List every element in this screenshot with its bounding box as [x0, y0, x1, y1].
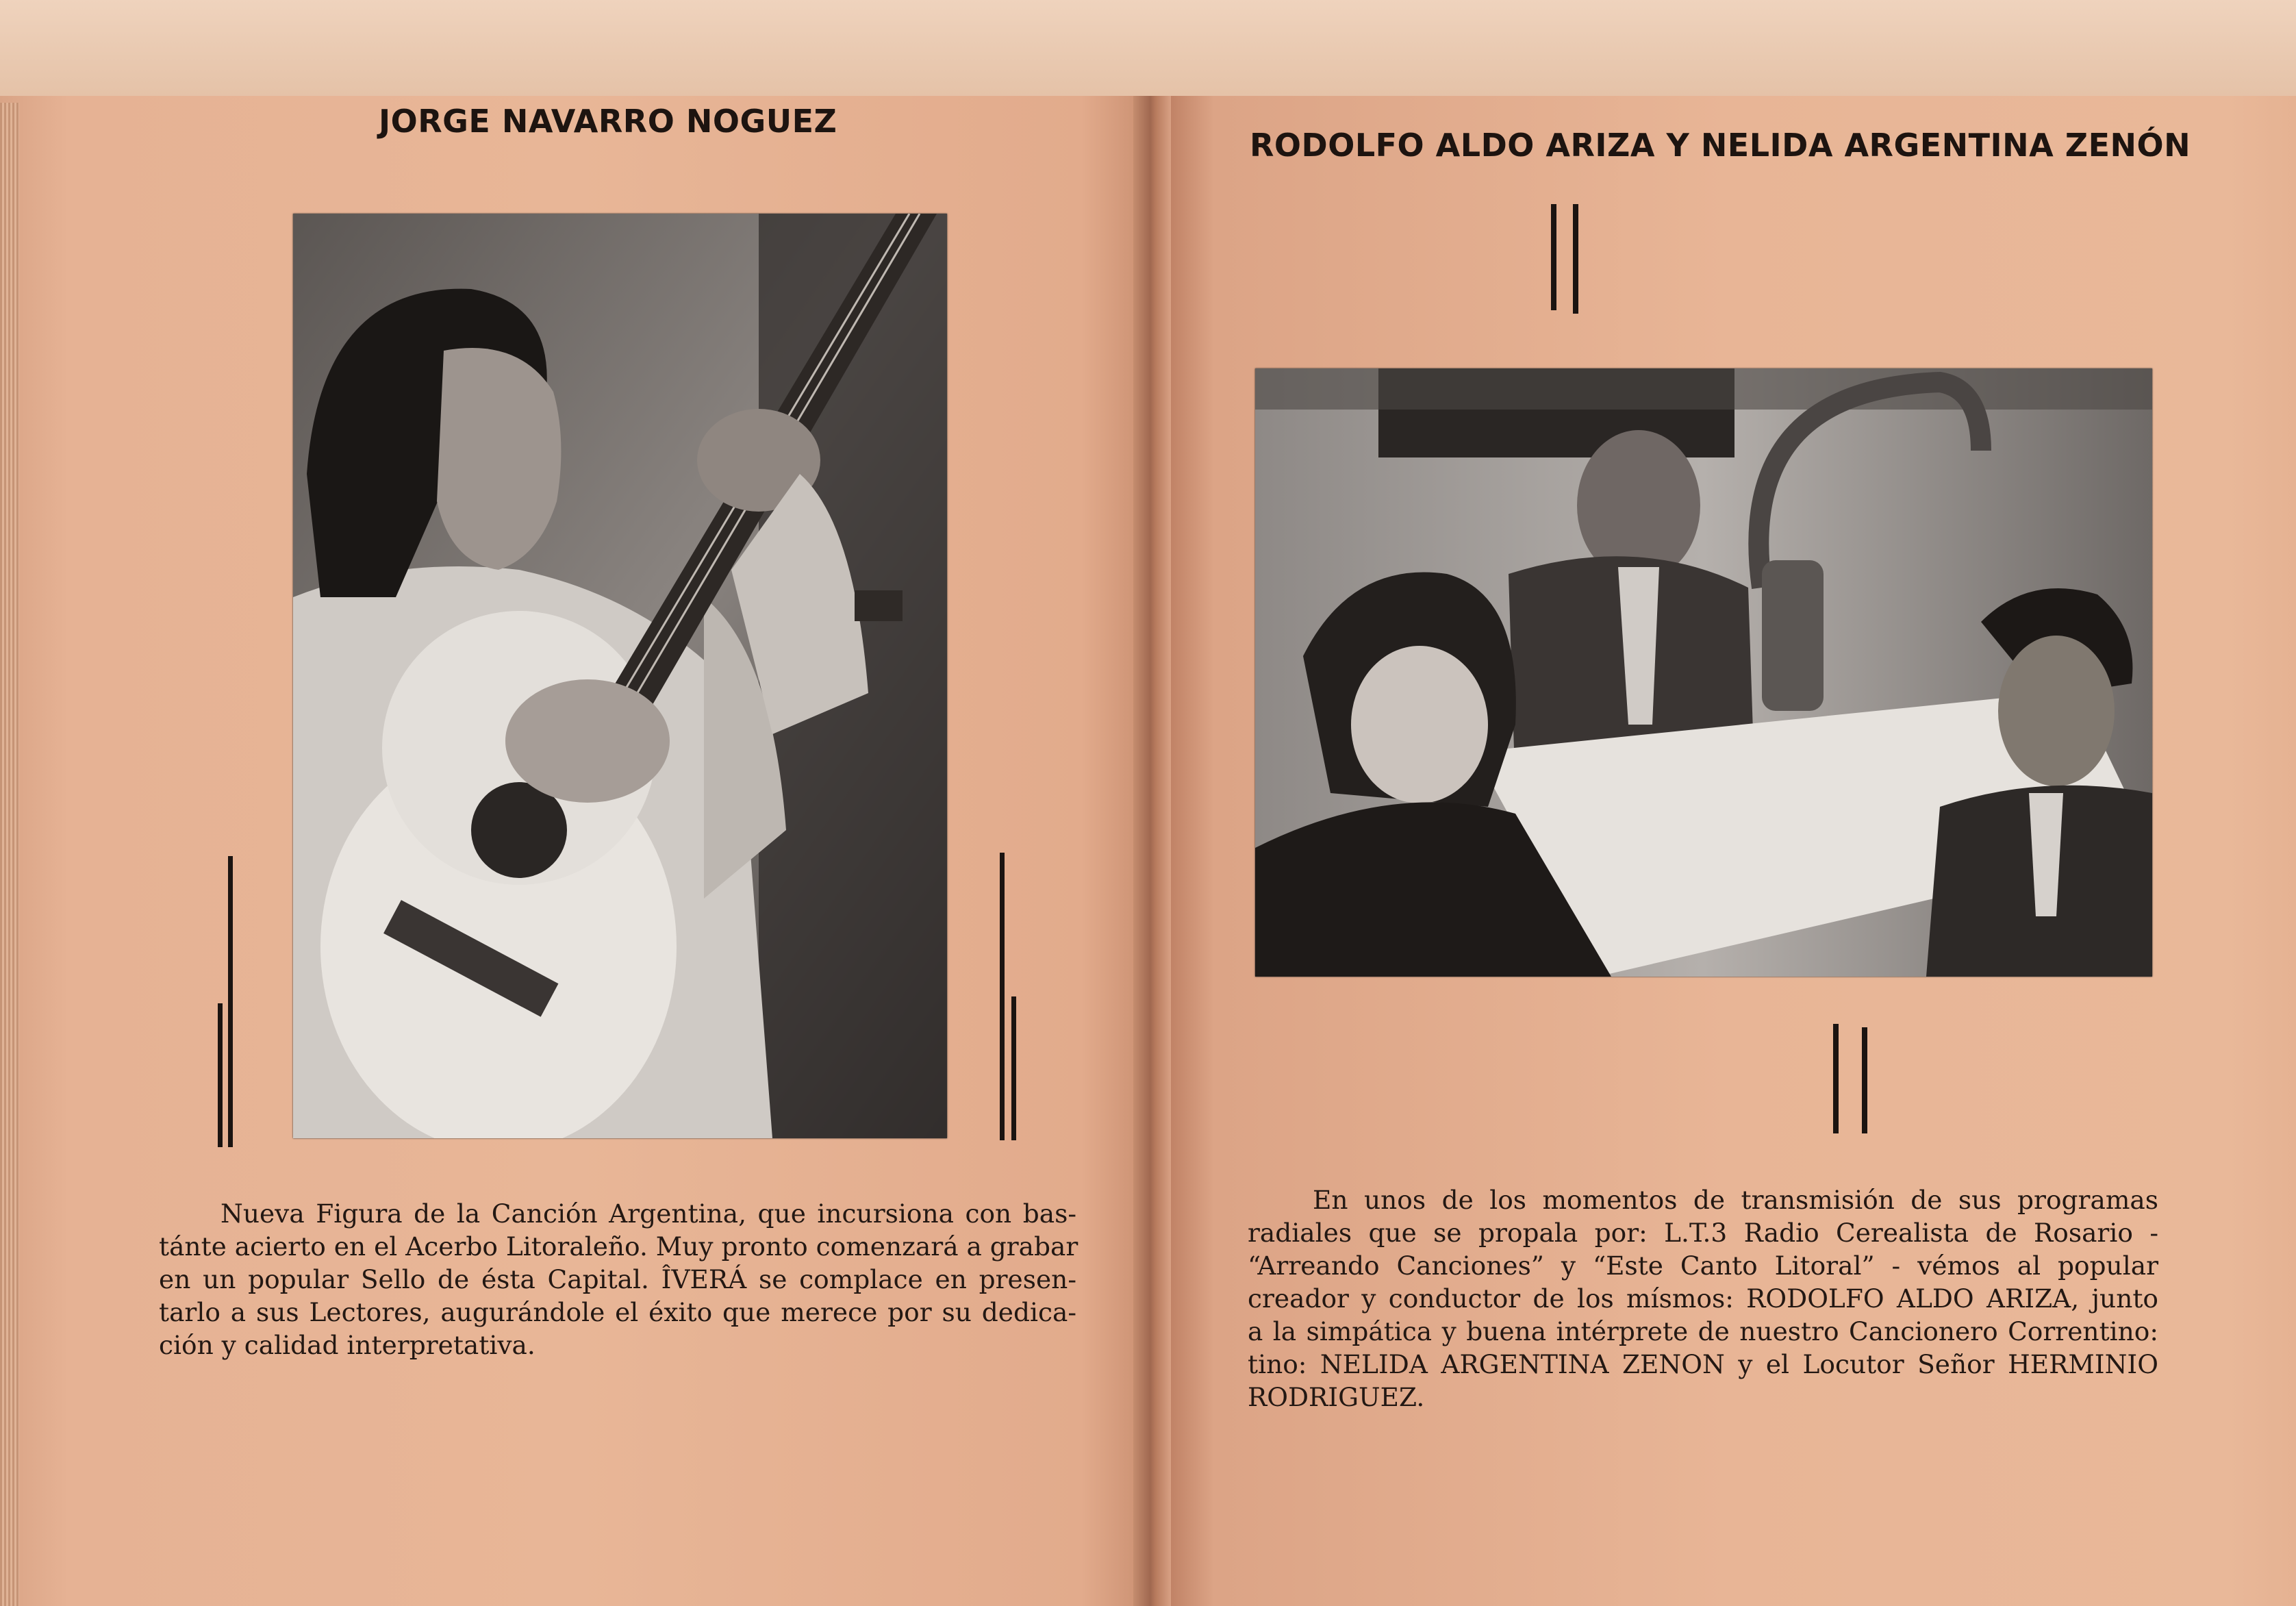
caption-line: “Arreando Canciones” y “Este Canto Litoral” - vémos al popular	[1248, 1251, 2158, 1281]
decorative-bar	[1551, 204, 1556, 310]
guitarist-photo-image	[293, 214, 947, 1138]
left-page-caption	[159, 1197, 1076, 1362]
caption-line: tino: NELIDA ARGENTINA ZENON y el Locutor Señor HERMINIO	[1248, 1349, 2158, 1379]
radio-studio-photo	[1255, 368, 2152, 977]
caption-line: Nueva Figura de la Canción Argentina, que incursiona con bas-	[220, 1199, 1076, 1229]
left-page-title: JORGE NAVARRO NOGUEZ	[379, 103, 837, 140]
decorative-bar	[1573, 204, 1578, 314]
decorative-bar	[228, 856, 233, 1147]
caption-line: RODRIGUEZ.	[1248, 1382, 1425, 1412]
decorative-bar	[1862, 1027, 1867, 1133]
radio-studio-photo-image	[1255, 368, 2152, 977]
caption-line: a la simpática y buena intérprete de nuestro Cancionero Correntino:	[1248, 1316, 2158, 1346]
caption-line: radiales que se propala por: L.T.3 Radio Cerealista de Rosario -	[1248, 1218, 2158, 1248]
guitarist-photo	[293, 214, 947, 1138]
book-gutter	[1133, 96, 1171, 1606]
caption-line: creador y conductor de los mísmos: RODOLFO ALDO ARIZA, junto	[1248, 1283, 2158, 1314]
caption-line: tánte acierto en el Acerbo Litoraleño. Muy pronto comenzará a grabar	[159, 1231, 1078, 1262]
caption-line: ción y calidad interpretativa.	[159, 1330, 535, 1360]
decorative-bar	[1000, 853, 1005, 1140]
table-surface	[0, 0, 2296, 103]
page-edges	[0, 103, 19, 1606]
right-page-caption	[1248, 1183, 2158, 1414]
caption-line: En unos de los momentos de transmisión de sus programas	[1313, 1185, 2158, 1215]
right-page-title: RODOLFO ALDO ARIZA Y NELIDA ARGENTINA ZENÓN	[1250, 127, 2191, 164]
decorative-bar	[218, 1003, 223, 1147]
decorative-bar	[1011, 996, 1016, 1140]
caption-line: tarlo a sus Lectores, augurándole el éxito que merece por su dedica-	[159, 1297, 1076, 1327]
caption-line: en un popular Sello de ésta Capital. ÎVERÁ se complace en presen-	[159, 1264, 1076, 1294]
decorative-bar	[1833, 1024, 1839, 1133]
